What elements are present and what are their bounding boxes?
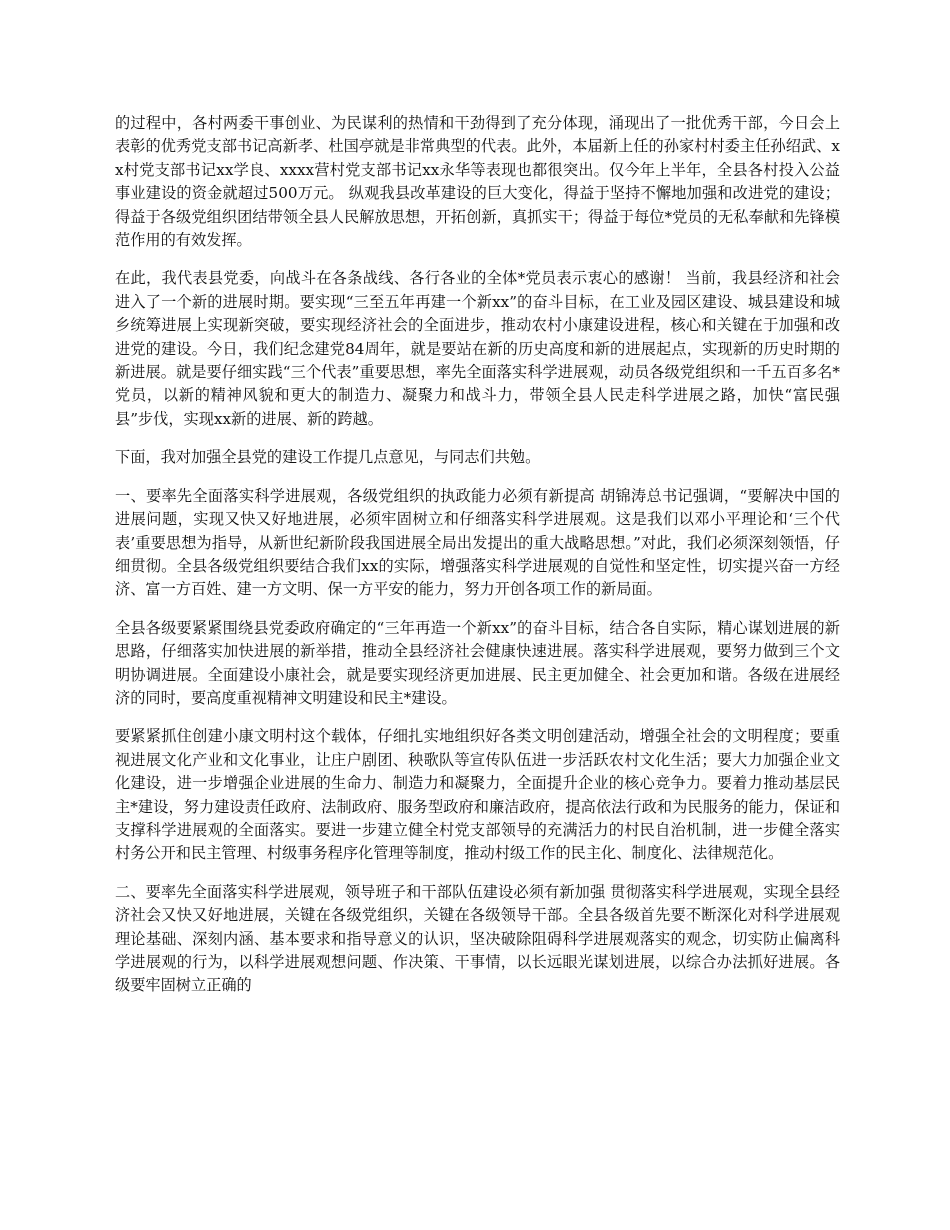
- paragraph-3: 下面，我对加强全县党的建设工作提几点意见，与同志们共勉。: [115, 448, 541, 467]
- paragraph-2: 在此，我代表县党委，向战斗在各条战线、各行各业的全体*党员表示衷心的感谢！ 当前，我县经济和社会进入了一个新的进展时期。要实现“三至五年再建一个新xx”的奋斗目标，在工业及园区建设、城县建设和城乡统筹进展上实现新突破，要实现经济社会的全面进步，推动农村小康建设进程，核心和关键在于加强和改进党的建设。今日，我们纪念建党84周年，就是要站在新的历史高度和新的进展起点，实现新的历史时期的新进展。就是要仔细实践“三个代表”重要思想，率先全面落实科学进展观，动员各级党组织和一千五百多名*党员，以新的精神风貌和更大的制造力、凝聚力和战斗力，带领全县人民走科学进展之路，加快“富民强县”步伐，实现xx新的进展、新的跨越。: [115, 269, 840, 428]
- document-body: [115, 112, 840, 1013]
- paragraph-6: 要紧紧抓住创建小康文明村这个载体，仔细扎实地组织好各类文明创建活动，增强全社会的文明程度；要重视进展文化产业和文化事业，让庄户剧团、秧歌队等宣传队伍进一步活跃农村文化生活；要大力加强企业文化建设，进一步增强企业进展的生命力、制造力和凝聚力，全面提升企业的核心竞争力。要着力推动基层民主*建设，努力建设责任政府、法制政府、服务型政府和廉洁政府，提高依法行政和为民服务的能力，保证和支撑科学进展观的全面落实。要进一步建立健全村党支部领导的充满活力的村民自治机制，进一步健全落实村务公开和民主管理、村级事务程序化管理等制度，推动村级工作的民主化、制度化、法律规范化。: [115, 727, 840, 863]
- paragraph-7: 二、要率先全面落实科学进展观，领导班子和干部队伍建设必须有新加强 贯彻落实科学进展观，实现全县经济社会又快又好地进展，关键在各级党组织，关键在各级领导干部。全县各级首先要不断深化对科学进展观理论基础、深刻内涵、基本要求和指导意义的认识，坚决破除阻碍科学进展观落实的观念，切实防止偏离科学进展观的行为，以科学进展观想问题、作决策、干事情，以长远眼光谋划进展，以综合办法抓好进展。各级要牢固树立正确的: [115, 882, 840, 995]
- paragraph-1: 的过程中，各村两委干事创业、为民谋利的热情和干劲得到了充分体现，涌现出了一批优秀干部，今日会上表彰的优秀党支部书记高新孝、杜国亭就是非常典型的代表。此外，本届新上任的孙家村村委主任孙绍武、xx村党支部书记xx学良、xxxx营村党支部书记xx永华等表现也都很突出。仅今年上半年，全县各村投入公益事业建设的资金就超过500万元。 纵观我县改革建设的巨大变化，得益于坚持不懈地加强和改进党的建设；得益于各级党组织团结带领全县人民解放思想，开拓创新，真抓实干；得益于每位*党员的无私奉献和先锋模范作用的有效发挥。: [115, 114, 840, 250]
- paragraph-5: 全县各级要紧紧围绕县党委政府确定的“三年再造一个新xx”的奋斗目标，结合各自实际，精心谋划进展的新思路，仔细落实加快进展的新举措，推动全县经济社会健康快速进展。落实科学进展观，要努力做到三个文明协调进展。全面建设小康社会，就是要实现经济更加进展、民主更加健全、社会更加和谐。各级在进展经济的同时，要高度重视精神文明建设和民主*建设。: [115, 618, 840, 707]
- paragraph-4: 一、要率先全面落实科学进展观，各级党组织的执政能力必须有新提高 胡锦涛总书记强调，“要解决中国的进展问题，实现又快又好地进展，必须牢固树立和仔细落实科学进展观。这是我们以邓小平理论和‘三个代表’重要思想为指导，从新世纪新阶段我国进展全局出发提出的重大战略思想。”对此，我们必须深刻领悟，仔细贯彻。全县各级党组织要结合我们xx的实际，增强落实科学进展观的自觉性和坚定性，切实提兴奋一方经济、富一方百姓、建一方文明、保一方平安的能力，努力开创各项工作的新局面。: [115, 486, 840, 599]
